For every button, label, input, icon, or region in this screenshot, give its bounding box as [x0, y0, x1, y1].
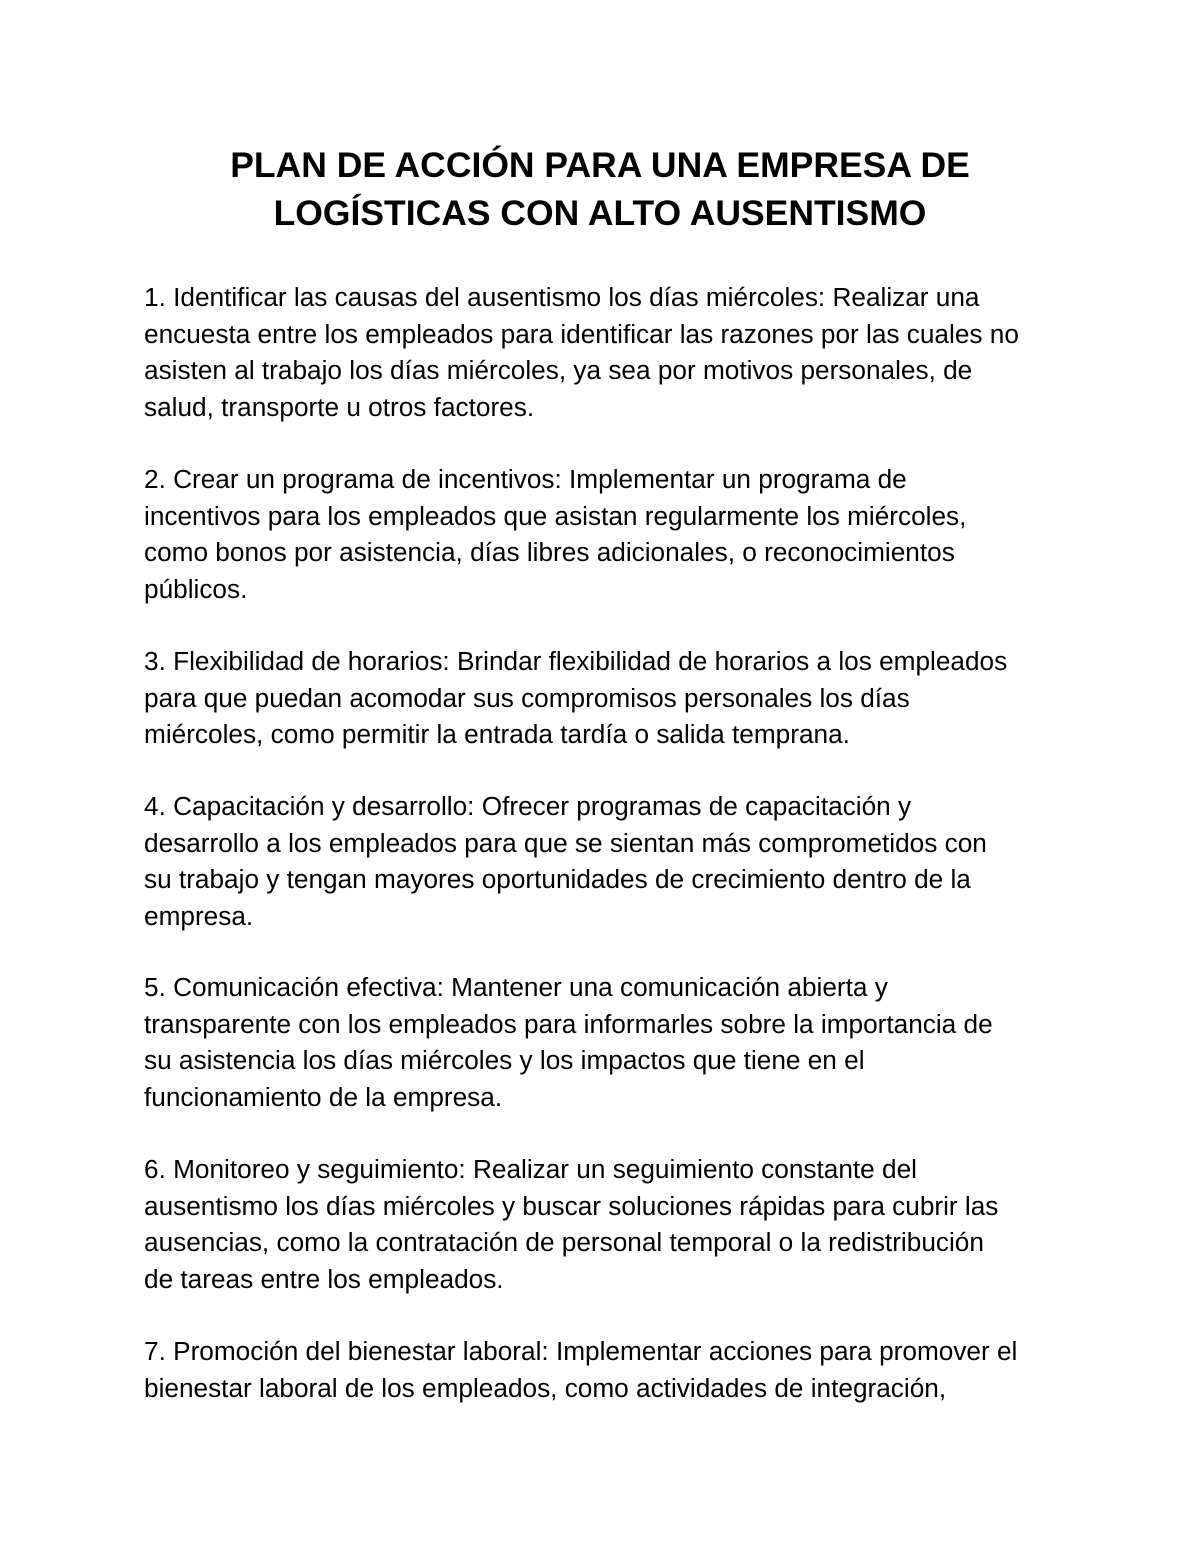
document-title	[144, 141, 1056, 237]
text-line: miércoles, como permitir la entrada tardía o salida temprana.	[144, 719, 850, 749]
title-line: LOGÍSTICAS CON ALTO AUSENTISMO	[273, 193, 927, 233]
text-line: para que puedan acomodar sus compromisos personales los días	[144, 682, 910, 713]
action-item-2	[144, 461, 966, 607]
title-line: PLAN DE ACCIÓN PARA UNA EMPRESA DE	[230, 145, 970, 185]
text-line: desarrollo a los empleados para que se sientan más comprometidos con	[144, 827, 987, 858]
action-item-6	[144, 1151, 998, 1297]
action-item-5	[144, 969, 993, 1115]
text-line: de tareas entre los empleados.	[144, 1263, 504, 1294]
text-line: bienestar laboral de los empleados, como actividades de integración,	[144, 1372, 947, 1403]
text-line: ausentismo los días miércoles y buscar soluciones rápidas para cubrir las	[144, 1190, 999, 1221]
action-item-3	[144, 643, 1007, 753]
text-line: funcionamiento de la empresa.	[144, 1081, 503, 1112]
text-line: 5. Comunicación efectiva: Mantener una comunicación abierta y	[144, 972, 888, 1002]
action-item-7	[144, 1333, 1017, 1406]
text-line: 1. Identificar las causas del ausentismo los días miércoles: Realizar una	[144, 282, 980, 312]
text-line: 4. Capacitación y desarrollo: Ofrecer programas de capacitación y	[144, 791, 912, 821]
text-line: su trabajo y tengan mayores oportunidades de crecimiento dentro de la	[144, 864, 971, 894]
text-line: 2. Crear un programa de incentivos: Implementar un programa de	[144, 464, 907, 494]
text-line: 3. Flexibilidad de horarios: Brindar flexibilidad de horarios a los empleados	[144, 646, 1008, 676]
text-line: su asistencia los días miércoles y los impactos que tiene en el	[144, 1045, 865, 1075]
text-line: 6. Monitoreo y seguimiento: Realizar un seguimiento constante del	[144, 1154, 917, 1184]
action-item-1	[144, 279, 1019, 425]
action-item-4	[144, 788, 987, 934]
text-line: 7. Promoción del bienestar laboral: Implementar acciones para promover el	[144, 1336, 1018, 1366]
text-line: asisten al trabajo los días miércoles, ya sea por motivos personales, de	[144, 355, 973, 385]
text-line: empresa.	[144, 900, 254, 931]
text-line: ausencias, como la contratación de personal temporal o la redistribución	[144, 1227, 984, 1257]
text-line: salud, transporte u otros factores.	[144, 391, 535, 422]
text-line: transparente con los empleados para informarles sobre la importancia de	[144, 1008, 993, 1039]
text-line: incentivos para los empleados que asistan regularmente los miércoles,	[144, 500, 967, 531]
text-line: públicos.	[144, 573, 248, 604]
text-line: encuesta entre los empleados para identificar las razones por las cuales no	[144, 318, 1019, 349]
text-line: como bonos por asistencia, días libres adicionales, o reconocimientos	[144, 537, 955, 567]
